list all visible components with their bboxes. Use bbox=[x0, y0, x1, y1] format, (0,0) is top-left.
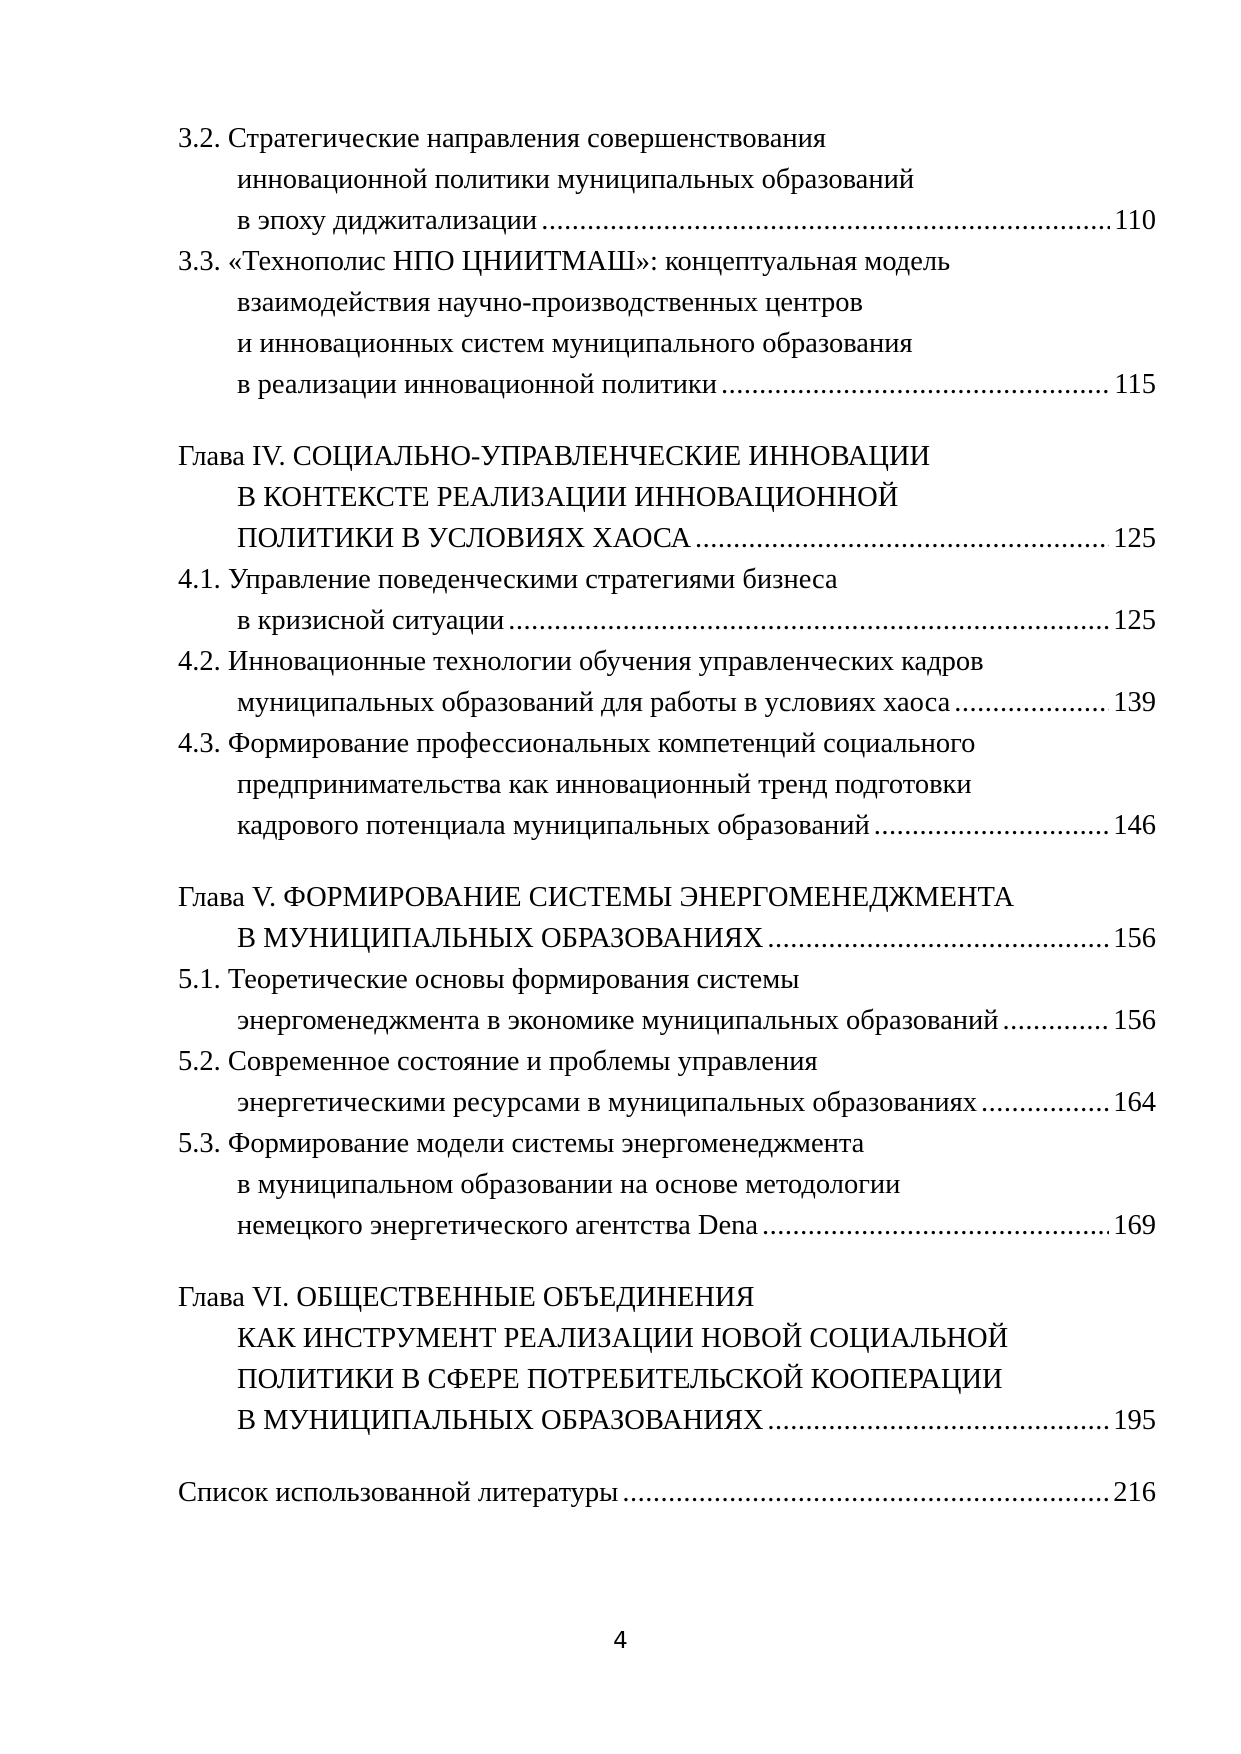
leader-dots bbox=[721, 364, 1110, 405]
toc-entry-4-3-line-1: 4.3. Формирование профессиональных компетенций социального bbox=[178, 728, 976, 759]
toc-chapter-5-line-1: Глава V. ФОРМИРОВАНИЕ СИСТЕМЫ ЭНЕРГОМЕНЕДЖМЕНТА bbox=[178, 882, 1015, 913]
toc-chapter-6-page: 195 bbox=[1113, 1405, 1156, 1436]
toc-entry-4-1-line-1: 4.1. Управление поведенческими стратегиями бизнеса bbox=[178, 564, 838, 595]
toc-entry-5-2-page: 164 bbox=[1113, 1087, 1156, 1118]
toc-references-text: Список использованной литературы bbox=[178, 1477, 619, 1508]
toc-chapter-6-text: В МУНИЦИПАЛЬНЫХ ОБРАЗОВАНИЯХ bbox=[237, 1405, 764, 1436]
leader-dots bbox=[695, 518, 1109, 559]
toc-chapter-5-text: В МУНИЦИПАЛЬНЫХ ОБРАЗОВАНИЯХ bbox=[237, 923, 764, 954]
toc-entry-5-3-line-2: в муниципальном образовании на основе методологии bbox=[237, 1169, 901, 1200]
toc-entry-4-2-line-1: 4.2. Инновационные технологии обучения управленческих кадров bbox=[178, 646, 984, 677]
toc-entry-3-2-text: в эпоху диджитализации bbox=[237, 205, 538, 236]
leader-dots bbox=[981, 1082, 1109, 1123]
toc-entry-5-1-text: энергоменеджмента в экономике муниципальных образований bbox=[237, 1005, 999, 1036]
toc-entry-5-1-line-2 bbox=[178, 1000, 1156, 1041]
toc-chapter-6-line-4 bbox=[178, 1400, 1156, 1441]
toc-chapter-6-line-2: КАК ИНСТРУМЕНТ РЕАЛИЗАЦИИ НОВОЙ СОЦИАЛЬНОЙ bbox=[237, 1323, 1009, 1354]
leader-dots bbox=[622, 1472, 1109, 1513]
toc-entry-4-2-text: муниципальных образований для работы в условиях хаоса bbox=[237, 687, 951, 718]
toc-chapter-4-line-3 bbox=[178, 518, 1156, 559]
toc-chapter-6-line-3: ПОЛИТИКИ В СФЕРЕ ПОТРЕБИТЕЛЬСКОЙ КООПЕРАЦИИ bbox=[237, 1364, 1003, 1395]
page-number: 4 bbox=[613, 1628, 628, 1654]
toc-entry-4-3-text: кадрового потенциала муниципальных образований bbox=[237, 810, 870, 841]
leader-dots bbox=[767, 918, 1109, 959]
toc-entry-5-2-line-1: 5.2. Современное состояние и проблемы управления bbox=[178, 1046, 818, 1077]
toc-entry-3-3-line-3: и инновационных систем муниципального образования bbox=[237, 328, 913, 359]
toc-entry-3-3-line-1: 3.3. «Технополис НПО ЦНИИТМАШ»: концептуальная модель bbox=[178, 246, 951, 277]
toc-chapter-6-line-1: Глава VI. ОБЩЕСТВЕННЫЕ ОБЪЕДИНЕНИЯ bbox=[178, 1282, 755, 1313]
toc-entry-5-2-line-2 bbox=[178, 1082, 1156, 1123]
toc-entry-4-2-line-2 bbox=[178, 682, 1156, 723]
toc-entry-3-3-line-4 bbox=[178, 364, 1156, 405]
toc-entry-5-2-text: энергетическими ресурсами в муниципальных образованиях bbox=[237, 1087, 977, 1118]
toc-chapter-4-line-1: Глава IV. СОЦИАЛЬНО-УПРАВЛЕНЧЕСКИЕ ИННОВАЦИИ bbox=[178, 441, 931, 472]
leader-dots bbox=[1003, 1000, 1110, 1041]
toc-entry-5-1-page: 156 bbox=[1113, 1005, 1156, 1036]
toc-entry-4-3-line-2: предпринимательства как инновационный тренд подготовки bbox=[237, 769, 972, 800]
toc-entry-3-3-line-2: взаимодействия научно-производственных центров bbox=[237, 287, 863, 318]
toc-chapter-4-text: ПОЛИТИКИ В УСЛОВИЯХ ХАОСА bbox=[237, 523, 692, 554]
leader-dots bbox=[541, 200, 1110, 241]
toc-entry-4-1-line-2 bbox=[178, 600, 1156, 641]
toc-entry-5-3-page: 169 bbox=[1113, 1210, 1156, 1241]
toc-entry-3-2-line-2: инновационной политики муниципальных образований bbox=[237, 164, 915, 195]
toc-entry-5-1-line-1: 5.1. Теоретические основы формирования системы bbox=[178, 964, 800, 995]
toc-chapter-4-page: 125 bbox=[1113, 523, 1156, 554]
toc-entry-4-3-page: 146 bbox=[1113, 810, 1156, 841]
toc-chapter-5-page: 156 bbox=[1113, 923, 1156, 954]
toc-entry-5-3-text: немецкого энергетического агентства Dena bbox=[237, 1210, 759, 1241]
toc-chapter-5-line-2 bbox=[178, 918, 1156, 959]
toc-references-page: 216 bbox=[1113, 1477, 1156, 1508]
toc-entry-4-1-page: 125 bbox=[1113, 605, 1156, 636]
toc-entry-4-3-line-3 bbox=[178, 805, 1156, 846]
toc-entry-3-2-page: 110 bbox=[1114, 205, 1156, 236]
leader-dots bbox=[508, 600, 1109, 641]
toc-entry-5-3-line-3 bbox=[178, 1205, 1156, 1246]
toc-entry-3-3-text: в реализации инновационной политики bbox=[237, 369, 718, 400]
toc-entry-3-2-line-3 bbox=[178, 200, 1156, 241]
leader-dots bbox=[762, 1205, 1109, 1246]
toc-references bbox=[178, 1472, 1156, 1513]
leader-dots bbox=[874, 805, 1110, 846]
toc-entry-3-3-page: 115 bbox=[1114, 369, 1156, 400]
toc-entry-4-2-page: 139 bbox=[1113, 687, 1156, 718]
toc-entry-4-1-text: в кризисной ситуации bbox=[237, 605, 505, 636]
leader-dots bbox=[767, 1400, 1109, 1441]
leader-dots bbox=[954, 682, 1109, 723]
table-of-contents bbox=[178, 118, 1156, 1513]
toc-entry-5-3-line-1: 5.3. Формирование модели системы энергоменеджмента bbox=[178, 1128, 865, 1159]
toc-chapter-4-line-2: В КОНТЕКСТЕ РЕАЛИЗАЦИИ ИННОВАЦИОННОЙ bbox=[237, 482, 899, 513]
toc-entry-3-2-line-1: 3.2. Стратегические направления совершенствования bbox=[178, 123, 826, 154]
